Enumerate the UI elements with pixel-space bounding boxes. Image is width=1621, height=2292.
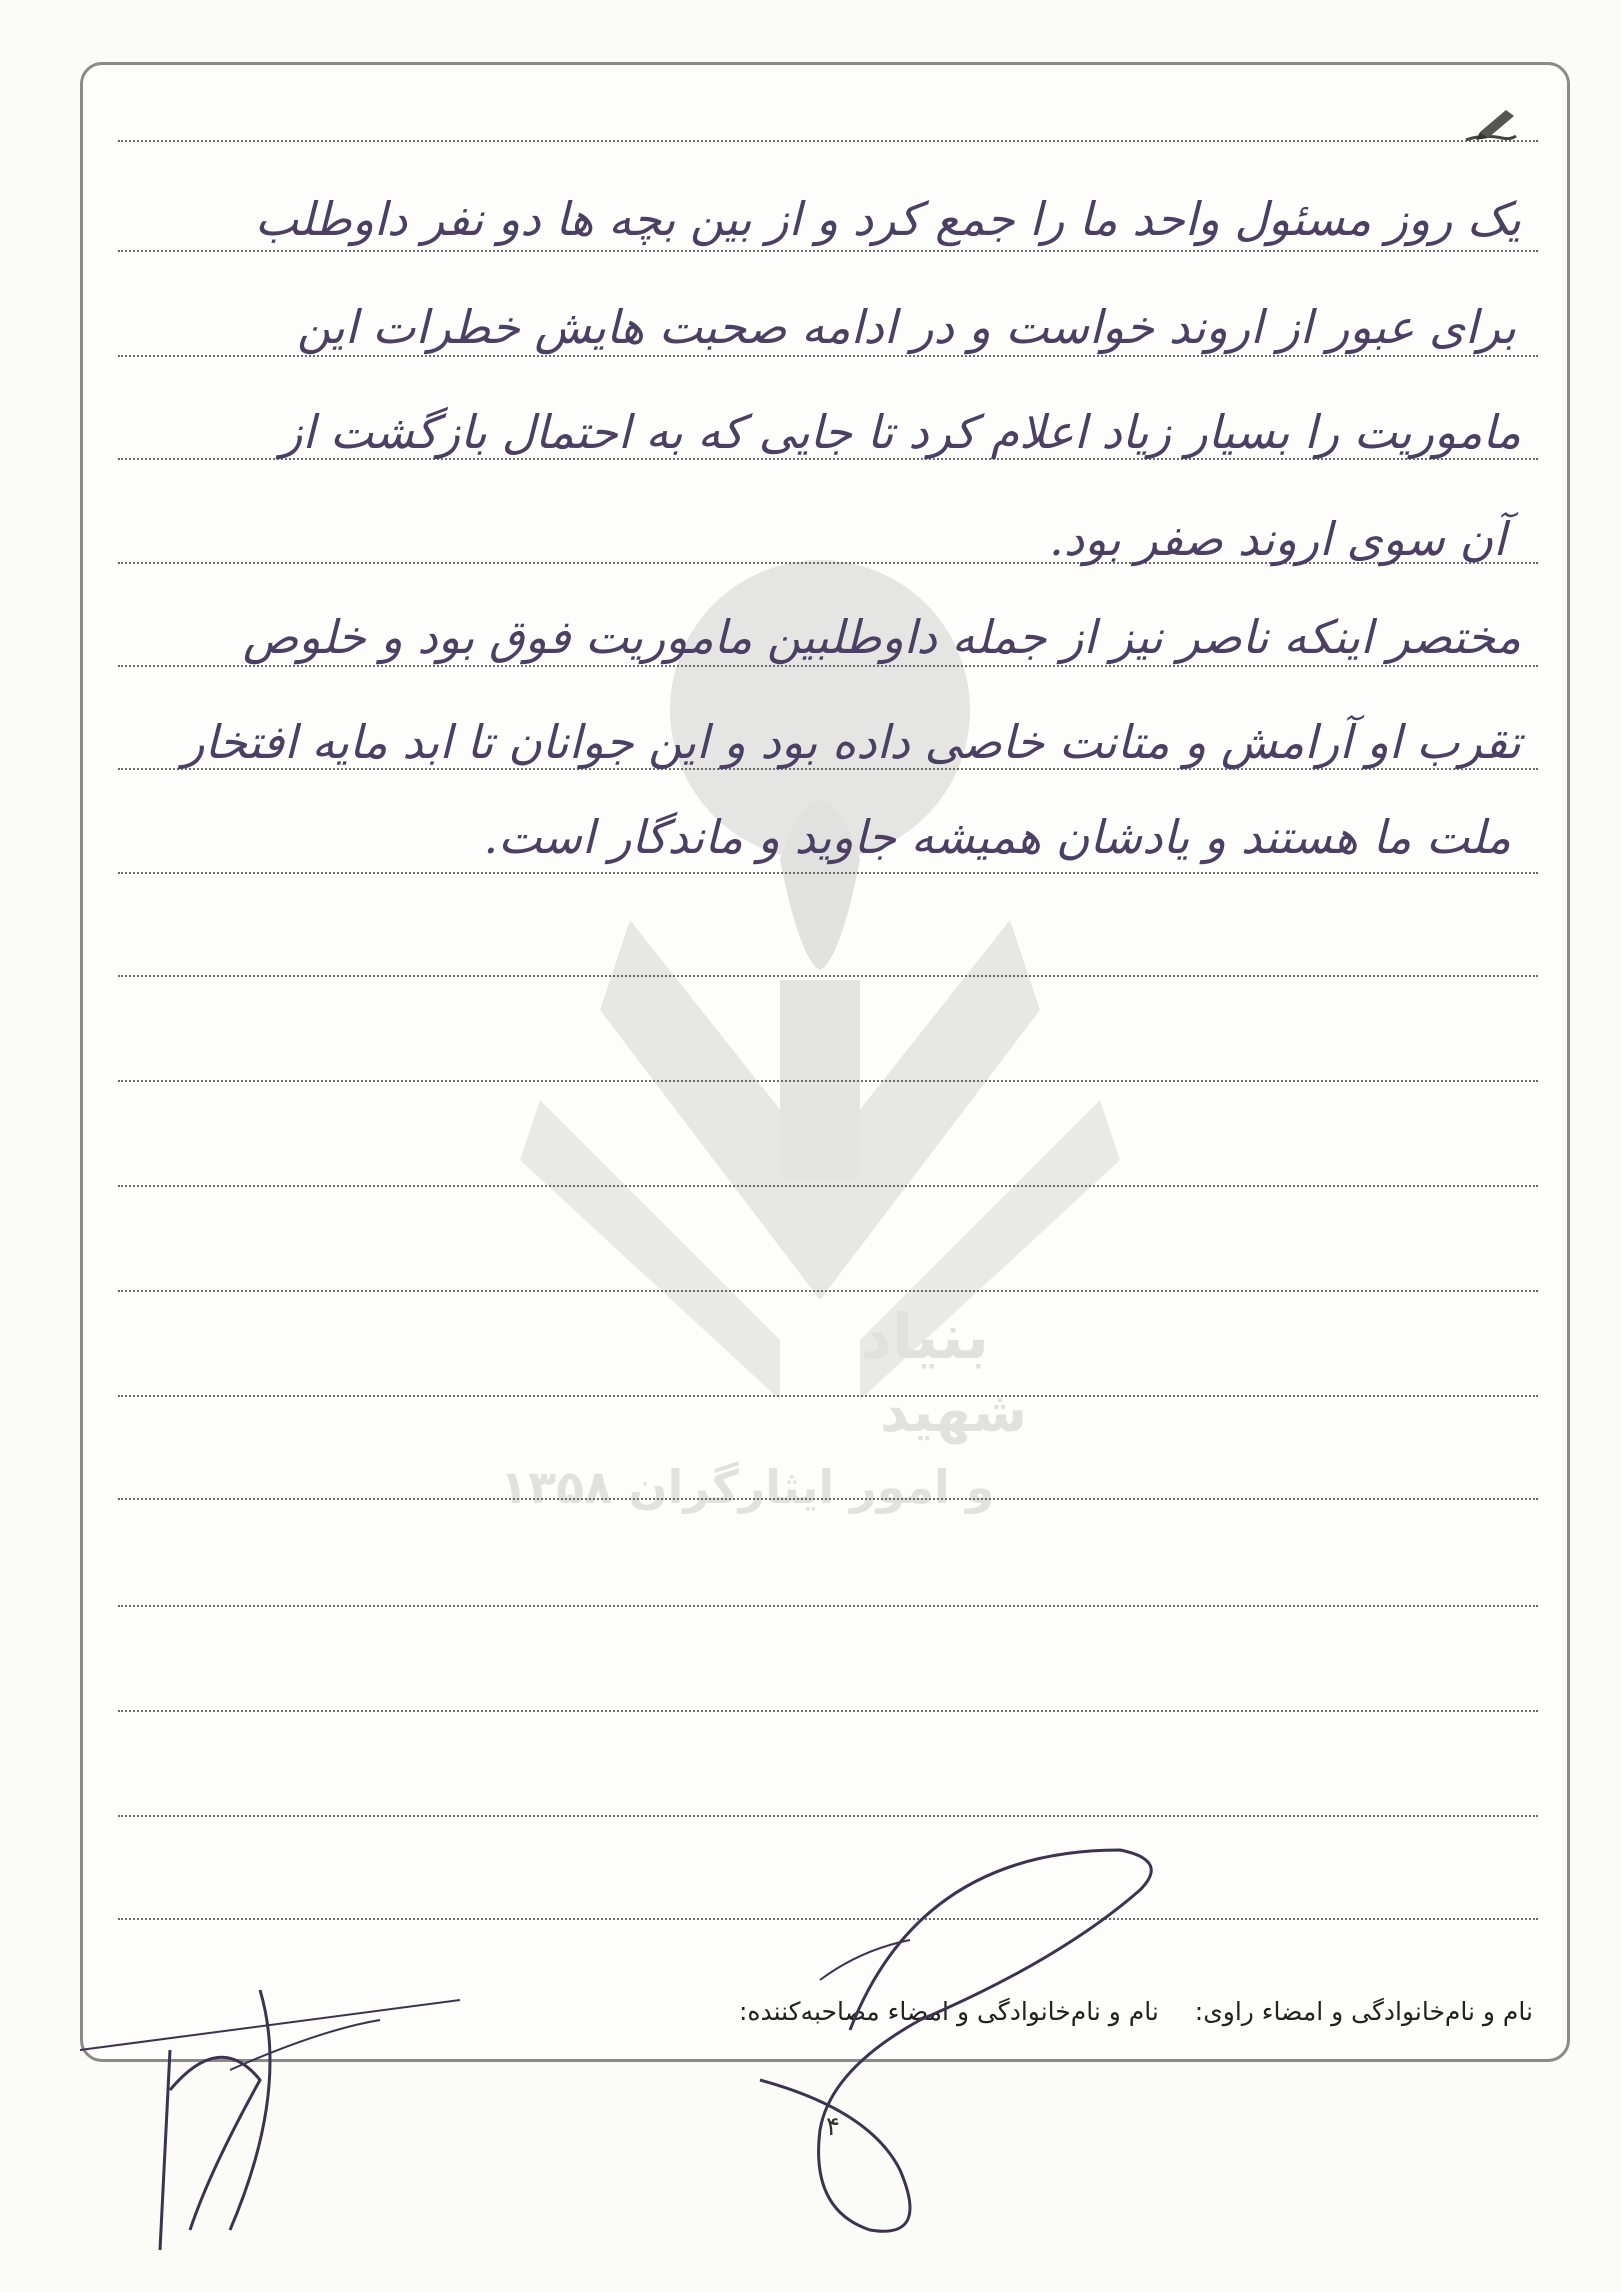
ruled-line <box>118 1290 1538 1292</box>
watermark-org-line3: و امور ایثارگران ۱۳۵۸ <box>500 1460 995 1514</box>
narrator-signature <box>60 1970 480 2270</box>
ruled-line <box>118 1815 1538 1817</box>
narrator-signature-label: نام و نام‌خانوادگی و امضاء راوی: <box>1194 1997 1533 2026</box>
watermark-org-line2: شهید <box>880 1380 1028 1445</box>
watermark-org-line1: بنیاد <box>860 1300 989 1373</box>
handwritten-line: ملت ما هستند و یادشان همیشه جاوید و ماندگار است. <box>483 810 1511 864</box>
ruled-line <box>118 355 1538 357</box>
handwritten-line: یک روز مسئول واحد ما را جمع کرد و از بین بچه ها دو نفر داوطلب <box>254 192 1521 246</box>
ruled-line <box>118 665 1538 667</box>
ruled-line <box>118 1710 1538 1712</box>
ruled-line <box>118 250 1538 252</box>
handwritten-line: ماموریت را بسیار زیاد اعلام کرد تا جایی که به احتمال بازگشت از <box>280 405 1521 459</box>
ruled-line <box>118 1605 1538 1607</box>
ruled-line <box>118 140 1538 142</box>
handwritten-line: آن سوی اروند صفر بود. <box>1049 512 1506 566</box>
interviewer-signature-label: نام و نام‌خانوادگی و امضاء مصاحبه‌کننده: <box>738 1997 1159 2026</box>
ruled-line <box>118 872 1538 874</box>
ruled-line <box>118 1080 1538 1082</box>
ruled-line <box>118 1498 1538 1500</box>
handwritten-line: مختصر اینکه ناصر نیز از جمله داوطلبین ماموریت فوق بود و خلوص <box>242 610 1521 664</box>
page-number: ۴ <box>826 2112 840 2142</box>
ruled-line <box>118 1185 1538 1187</box>
handwritten-line: تقرب او آرامش و متانت خاصی داده بود و این جوانان تا ابد مایه افتخار <box>182 715 1521 769</box>
interviewer-signature <box>700 1830 1180 2250</box>
handwritten-line: برای عبور از اروند خواست و در ادامه صحبت هایش خطرات این <box>297 300 1516 354</box>
ruled-line <box>118 1395 1538 1397</box>
ruled-line <box>118 975 1538 977</box>
